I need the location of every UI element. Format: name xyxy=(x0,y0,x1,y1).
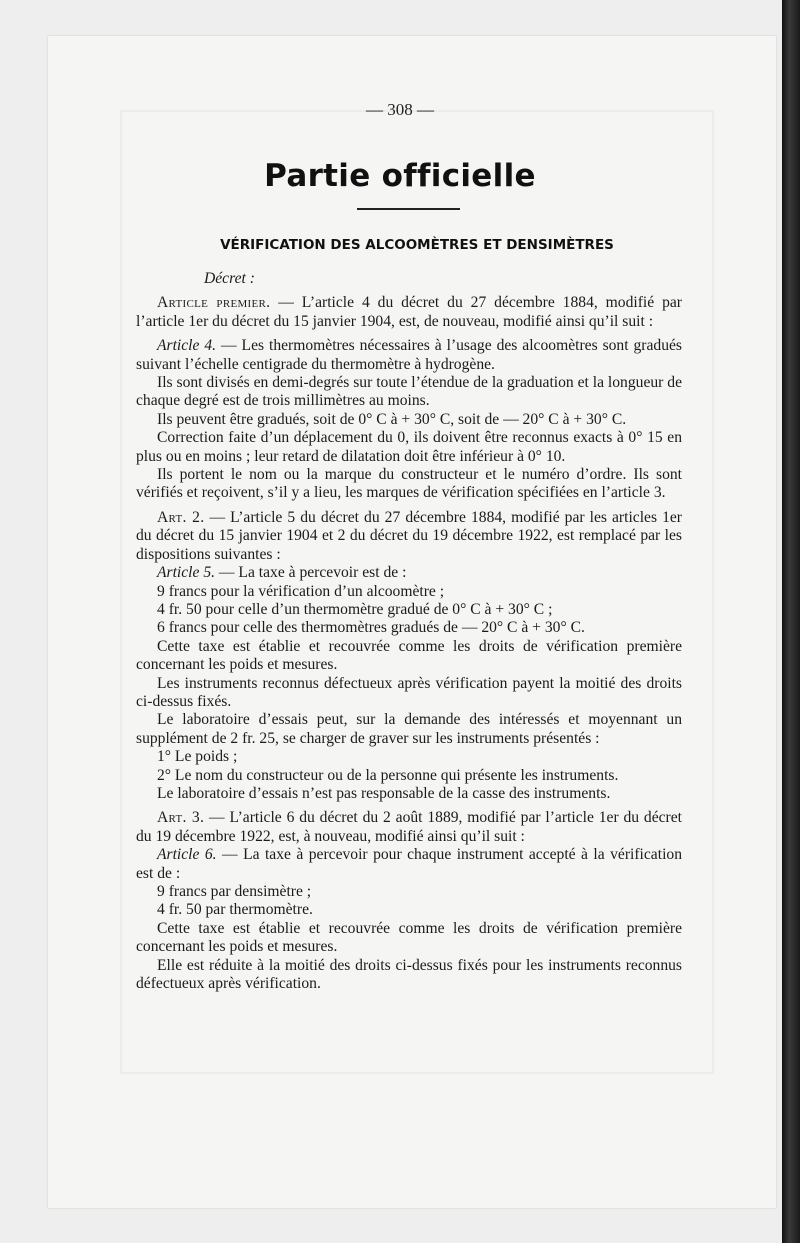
paragraph-text: — Les thermomètres nécessaires à l’usage des alcoomètres sont gradués suivant l’échelle centigrade du thermomètre à hydrogène. xyxy=(136,337,682,373)
article-lead: Article 5. xyxy=(157,564,216,582)
paragraph: 9 francs par densimètre ; xyxy=(157,883,312,900)
article-lead: Art. 2. xyxy=(157,508,205,526)
paragraph: 1° Le poids ; xyxy=(157,748,238,766)
paragraph: 4 fr. 50 pour celle d’un thermomètre gradué de 0° C à + 30° C ; xyxy=(157,600,553,618)
section-heading: VÉRIFICATION DES ALCOOMÈTRES ET DENSIMÈTRES xyxy=(220,237,614,253)
article-5-paragraph xyxy=(136,564,682,582)
paragraph: Ils sont divisés en demi-degrés sur toute l’étendue de la graduation et la longueur de chaque degré est de trois millimètres au moins. xyxy=(136,374,682,410)
art-3-paragraph xyxy=(136,809,682,846)
article-lead: Article premier. xyxy=(157,294,271,312)
art-2-paragraph xyxy=(136,509,682,564)
paragraph: Correction faite d’un déplacement du 0, ils doivent être reconnus exacts à 0° 15 en plus ou en moins ; leur retard de dilatation doit être inférieur à 0° 10. xyxy=(136,429,682,465)
paragraph: Le laboratoire d’essais peut, sur la demande des intéressés et moyennant un supplément de 2 fr. 25, se charger de graver sur les instruments présentés : xyxy=(136,711,682,747)
paragraph: 4 fr. 50 par thermomètre. xyxy=(157,901,313,919)
body-text xyxy=(136,270,682,993)
paragraph-text: — L’article 4 du décret du 27 décembre 1884, modifié par l’article 1er du décret du 15 janvier 1904, est, de nouveau, modifié ainsi qu’il suit : xyxy=(136,294,682,330)
paragraph: 6 francs pour celle des thermomètres gradués de — 20° C à + 30° C. xyxy=(157,619,585,637)
paragraph: 9 francs pour la vérification d’un alcoomètre ; xyxy=(157,582,445,600)
article-6-paragraph xyxy=(136,846,682,883)
paragraph-text: — L’article 6 du décret du 2 août 1889, modifié par l’article 1er du décret du 19 décembre 1922, est, à nouveau, modifié ainsi qu’il suit : xyxy=(136,809,683,845)
paragraph-text: — La taxe à percevoir pour chaque instrument accepté à la vérification est de : xyxy=(136,846,682,882)
paragraph: Elle est réduite à la moitié des droits ci-dessus fixés pour les instruments reconnus défectueux après vérification. xyxy=(136,956,682,993)
article-lead: Art. 3. xyxy=(157,809,205,827)
article-lead: Article 6. xyxy=(157,846,217,864)
paragraph-text: — L’article 5 du décret du 27 décembre 1884, modifié par les articles 1er du décret du 15 janvier 1904 et 2 du décret du 19 décembre 1922, est remplacé par les dispositions suivantes : xyxy=(136,508,682,563)
paragraph: Ils portent le nom ou la marque du constructeur et le numéro d’ordre. Ils sont vérifiés et reçoivent, s’il y a lieu, les marques de vérification spécifiées en l’article 3. xyxy=(136,466,682,502)
paragraph: Cette taxe est établie et recouvrée comme les droits de vérification première concernant les poids et mesures. xyxy=(136,637,682,674)
page-title: Partie officielle xyxy=(264,158,536,194)
page-number: — 308 — xyxy=(366,100,434,119)
article-4-paragraph xyxy=(136,337,682,374)
paragraph: Les instruments reconnus défectueux après vérification payent la moitié des droits ci-dessus fixés. xyxy=(136,674,682,710)
paragraph-text: — La taxe à percevoir est de : xyxy=(215,564,407,582)
article-premier-paragraph xyxy=(136,294,682,331)
paragraph: 2° Le nom du constructeur ou de la personne qui présente les instruments. xyxy=(157,766,619,784)
paragraph: Le laboratoire d’essais n’est pas responsable de la casse des instruments. xyxy=(157,784,611,802)
article-lead: Article 4. xyxy=(157,337,217,355)
decret-label: Décret : xyxy=(204,270,255,287)
title-rule xyxy=(357,208,460,210)
paragraph: Cette taxe est établie et recouvrée comme les droits de vérification première concernant les poids et mesures. xyxy=(136,919,682,956)
paragraph: Ils peuvent être gradués, soit de 0° C à + 30° C, soit de — 20° C à + 30° C. xyxy=(157,410,627,428)
